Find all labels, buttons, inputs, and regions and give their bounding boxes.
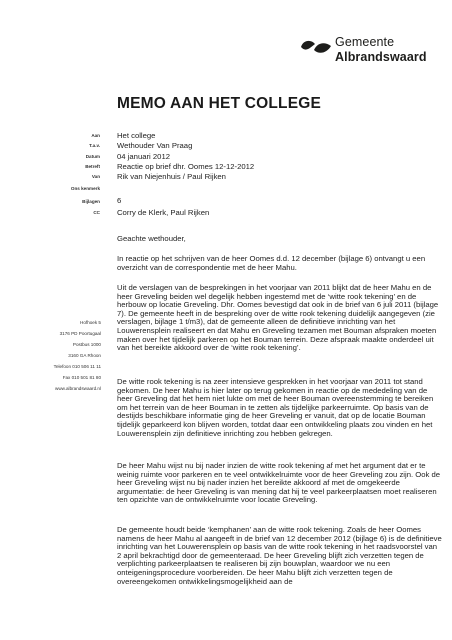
meta-label-tav: T.a.v. [89,143,100,148]
meta-value-tav: Wethouder Van Praag [117,141,193,150]
address-website: www.albrandswaard.nl [55,386,101,391]
meta-label-datum: Datum [85,154,100,159]
address-postbus: Postbus 1000 [72,342,101,347]
meta-value-betreft: Reactie op brief dhr. Oomes 12-12-2012 [117,162,255,171]
meta-value-bijlagen: 6 [117,196,122,205]
body-paragraph-4: De heer Mahu wijst nu bij nader inzien de witte rook tekening af met het argument dat er te weinig ruimte voor parkeren en te veel ontwikkelruimte voor de heer Greveling zou zijn. Ook de heer Greveling wijst nu bij nader inzien het bereikte akkoord af met de omgekeerde argumentatie: de heer Greveling is van mening dat hij te veel parkeerplaatsen moet realiseren ten opzichte van de ontwikkelruimte voor locatie Greveling. [117,461,441,505]
meta-value-van: Rik van Niejenhuis / Paul Rijken [117,172,226,181]
meta-label-betreft: Betreft [85,164,100,169]
page-title: MEMO AAN HET COLLEGE [117,95,322,112]
body-paragraph-1: In reactie op het schrijven van de heer Oomes d.d. 12 december (bijlage 6) ontvangt u een overzicht van de correspondentie met de heer Mahu. [117,254,426,272]
gemeente-logo [300,32,440,76]
meta-value-cc: Corry de Klerk, Paul Rijken [117,208,210,217]
address-fax: Fax 010 501 81 80 [62,375,101,380]
meta-label-ons-kenmerk: Ons kenmerk [70,186,100,191]
meta-label-van: Van [91,174,100,179]
address-telefoon: Telefoon 010 506 11 11 [53,364,101,369]
greeting: Geachte wethouder, [117,234,186,243]
meta-label-bijlagen: Bijlagen [82,199,100,204]
address-street: Hofhoek 5 [80,320,101,325]
meta-value-datum: 04 januari 2012 [117,152,171,161]
meta-value-aan: Het college [117,131,156,140]
logo-line-1: Gemeente [335,35,395,49]
meta-label-cc: CC [93,210,100,215]
address-postcode: 3176 PD Poortugaal [59,331,101,336]
gemeente-albrandswaard-logo-mark-icon [300,38,332,56]
body-paragraph-5: De gemeente houdt beide ‘kemphanen’ aan de witte rook tekening. Zoals de heer Oomes namens de heer Mahu al aangeeft in de brief van 12 december 2012 (bijlage 6) is de definitieve inrichting van het Louwerensplein op basis van de witte rook tekening in het raadsvoorstel van 2 april bekrachtigd door de gemeenteraad. De heer Greveling blijft zich verzetten tegen de verplichting parkeerplaatsen te realiseren bij zijn bouwplan, waardoor we nu een onteigeningsprocedure voorbereiden. De heer Mahu blijft zich verzetten tegen de overeengekomen ontwikkelingsmogelijkheid aan de [117,525,442,586]
address-postbus-city: 3160 GA Rhoon [68,353,101,358]
body-paragraph-2: Uit de verslagen van de besprekingen in het voorjaar van 2011 blijkt dat de heer Mahu en de heer Greveling beiden wel degelijk hebben ingestemd met de ‘witte rook tekening’ en de herbouw op locatie Greveling. Dhr. Oomes bevestigd dat ook in de brief van 6 juli 2011 (bijlage 7). De gemeente heeft in de bespreking over de witte rook tekening duidelijk aangegeven (zie verslagen, bijlage 1 t/m3), dat de gemeente alleen de definitieve inrichting van het Louwerensplein realiseert en dat Mahu en Greveling tezamen met Bouman afspraken moeten maken over het tijdelijk parkeren op het Bouman terrein. Deze afspraak maakte onderdeel uit van het bereikte akkoord over de ‘witte rook tekening’. [117,283,439,353]
body-paragraph-3: De witte rook tekening is na zeer intensieve gesprekken in het voorjaar van 2011 tot stand gekomen. De heer Mahu is hier later op terug gekomen in reactie op de mededeling van de heer Greveling dat het hem niet lukte om met de heer Bouman overeenstemming te bereiken om het terrein van de heer Bouman in te zetten als tijdelijke parkeerruimte. Op basis van de destijds beschikbare informatie ging de heer Greveling er vanuit, dat op de locatie Bouman tijdelijk geparkeerd kon blijven worden, totdat daar een ontwikkeling plaats zou vinden en het Louwerensplein zijn definitieve inrichting zou hebben gekregen. [117,377,434,438]
logo-line-2: Albrandswaard [335,50,427,64]
meta-label-aan: Aan [91,133,100,138]
